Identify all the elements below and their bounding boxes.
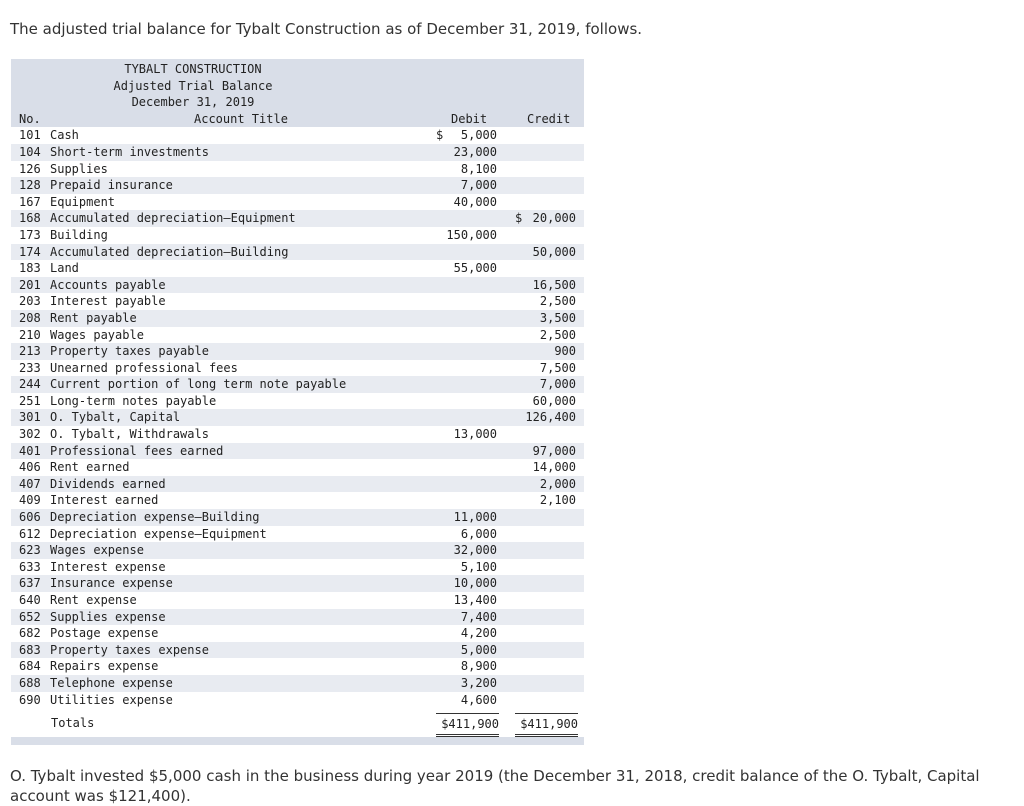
account-title: Utilities expense [50, 692, 173, 707]
account-number: 623 [19, 543, 41, 558]
table-row [11, 293, 584, 310]
account-number: 637 [19, 576, 41, 591]
account-title: O. Tybalt, Capital [50, 410, 181, 425]
debit-amount: 7,400 [460, 609, 497, 624]
account-title: Insurance expense [50, 576, 173, 591]
table-row [11, 343, 584, 360]
table-row [11, 327, 584, 344]
account-number: 407 [19, 476, 41, 491]
account-number: 633 [19, 559, 41, 574]
header-account-title: Account Title [194, 111, 288, 126]
account-number: 174 [19, 244, 41, 259]
trial-balance-table [11, 59, 584, 745]
table-row [11, 609, 584, 626]
account-number: 128 [19, 178, 41, 193]
debit-amount: 13,000 [453, 427, 497, 442]
account-title: O. Tybalt, Withdrawals [50, 427, 209, 442]
account-title: Interest expense [50, 559, 166, 574]
account-title: Accumulated depreciation—Building [50, 244, 289, 259]
table-row [11, 509, 584, 526]
table-row [11, 575, 584, 592]
account-title: Rent earned [50, 460, 130, 475]
company-name: TYBALT CONSTRUCTION [124, 62, 262, 76]
credit-amount: 2,000 [539, 476, 576, 491]
credit-amount: 60,000 [532, 393, 576, 408]
account-title: Cash [50, 128, 79, 143]
account-number: 684 [19, 659, 41, 674]
note-text: O. Tybalt invested $5,000 cash in the business during year 2019 (the December 31, 2018, credit balance of the O. Tybalt, Capital account was $121,400). [10, 767, 980, 805]
table-row [11, 177, 584, 194]
debit-amount: 13,400 [453, 593, 497, 607]
table-header [11, 59, 584, 127]
credit-amount: 50,000 [532, 244, 576, 259]
account-number: 244 [19, 377, 41, 392]
account-title: Supplies expense [50, 609, 166, 624]
account-title: Supplies [50, 161, 108, 176]
account-number: 401 [19, 443, 41, 458]
account-number: 612 [19, 526, 41, 541]
account-number: 690 [19, 692, 41, 707]
totals-debit: $411,900 [436, 713, 499, 737]
debit-dollar-sign: $ [436, 128, 444, 143]
table-row [11, 526, 584, 543]
account-title: Land [50, 261, 79, 276]
account-number: 233 [19, 360, 41, 375]
debit-amount: 32,000 [453, 543, 497, 558]
account-number: 251 [19, 393, 41, 408]
credit-amount: 900 [554, 344, 576, 359]
account-number: 213 [19, 344, 41, 359]
credit-amount: 16,500 [532, 277, 576, 292]
header-credit: Credit [527, 111, 571, 126]
account-number: 104 [19, 144, 41, 159]
debit-amount: 4,200 [460, 626, 497, 641]
credit-amount: 2,500 [539, 327, 576, 342]
credit-amount: 3,500 [539, 310, 576, 325]
account-title: Equipment [50, 194, 116, 209]
account-title: Prepaid insurance [50, 178, 173, 193]
credit-amount: 2,500 [539, 294, 576, 309]
account-number: 210 [19, 327, 41, 342]
totals-row [11, 711, 584, 735]
account-title: Rent payable [50, 310, 137, 325]
table-row [11, 476, 584, 493]
table-row [11, 559, 584, 576]
debit-amount: 3,200 [460, 675, 497, 690]
account-title: Short-term investments [50, 144, 209, 159]
table-row [11, 675, 584, 692]
account-title: Accounts payable [50, 277, 166, 292]
account-number: 208 [19, 310, 41, 325]
debit-amount: 5,100 [460, 559, 497, 574]
account-title: Building [50, 227, 108, 242]
account-title: Wages payable [50, 327, 144, 342]
credit-amount: 14,000 [532, 460, 576, 475]
table-row [11, 260, 584, 277]
credit-amount: 20,000 [532, 211, 576, 226]
account-number: 167 [19, 194, 41, 209]
account-number: 640 [19, 593, 41, 607]
account-title: Wages expense [50, 543, 144, 558]
table-row [11, 459, 584, 476]
account-number: 101 [19, 128, 41, 143]
account-number: 683 [19, 642, 41, 657]
table-row [11, 210, 584, 227]
table-body [11, 127, 584, 708]
table-row [11, 409, 584, 426]
account-number: 168 [19, 211, 41, 226]
account-number: 201 [19, 277, 41, 292]
account-title: Property taxes expense [50, 642, 209, 657]
account-title: Interest payable [50, 294, 166, 309]
account-number: 406 [19, 460, 41, 475]
account-title: Professional fees earned [50, 443, 224, 458]
table-row [11, 492, 584, 509]
table-row [11, 144, 584, 161]
account-number: 173 [19, 227, 41, 242]
debit-amount: 6,000 [460, 526, 497, 541]
account-title: Depreciation expense—Equipment [50, 526, 267, 541]
account-title: Dividends earned [50, 476, 166, 491]
account-title: Postage expense [50, 626, 159, 641]
totals-credit: $411,900 [515, 713, 578, 737]
table-footer-bar [11, 737, 584, 745]
debit-amount: 4,600 [460, 692, 497, 707]
debit-amount: 7,000 [460, 178, 497, 193]
credit-amount: 2,100 [539, 493, 576, 508]
credit-amount: 7,000 [539, 377, 576, 392]
account-number: 301 [19, 410, 41, 425]
credit-amount: 7,500 [539, 360, 576, 375]
account-number: 682 [19, 626, 41, 641]
debit-amount: 150,000 [446, 227, 497, 242]
debit-amount: 5,000 [460, 128, 497, 143]
account-title: Rent expense [50, 593, 137, 607]
credit-amount: 97,000 [532, 443, 576, 458]
debit-amount: 40,000 [453, 194, 497, 209]
table-row [11, 244, 584, 261]
debit-amount: 8,100 [460, 161, 497, 176]
table-row [11, 692, 584, 709]
header-debit: Debit [451, 111, 488, 126]
table-row [11, 443, 584, 460]
account-title: Interest earned [50, 493, 159, 508]
table-row [11, 277, 584, 294]
statement-date: December 31, 2019 [131, 95, 255, 110]
table-row [11, 360, 584, 377]
debit-amount: 8,900 [460, 659, 497, 674]
account-number: 183 [19, 261, 41, 276]
table-row [11, 625, 584, 642]
debit-amount: 23,000 [453, 144, 497, 159]
account-number: 652 [19, 609, 41, 624]
debit-amount: 55,000 [453, 261, 497, 276]
credit-amount: 126,400 [525, 410, 576, 425]
table-row [11, 127, 584, 144]
table-row [11, 658, 584, 675]
account-number: 203 [19, 294, 41, 309]
header-no: No. [19, 111, 41, 126]
debit-amount: 11,000 [453, 510, 497, 525]
table-row [11, 592, 584, 609]
account-title: Telephone expense [50, 675, 173, 690]
debit-amount: 10,000 [453, 576, 497, 591]
account-title: Property taxes payable [50, 344, 209, 359]
table-row [11, 393, 584, 410]
account-title: Unearned professional fees [50, 360, 238, 375]
account-number: 688 [19, 675, 41, 690]
account-number: 409 [19, 493, 41, 508]
table-row [11, 376, 584, 393]
credit-dollar-sign: $ [515, 211, 523, 226]
table-row [11, 310, 584, 327]
table-row [11, 161, 584, 178]
account-title: Accumulated depreciation—Equipment [50, 211, 296, 226]
account-title: Depreciation expense—Building [50, 510, 260, 525]
table-row [11, 227, 584, 244]
account-number: 126 [19, 161, 41, 176]
account-title: Current portion of long term note payable [50, 377, 347, 392]
statement-title: Adjusted Trial Balance [113, 78, 273, 93]
intro-text: The adjusted trial balance for Tybalt Construction as of December 31, 2019, follows. [10, 20, 643, 38]
account-title: Long-term notes payable [50, 393, 217, 408]
table-row [11, 542, 584, 559]
account-number: 606 [19, 510, 41, 525]
table-row [11, 426, 584, 443]
column-headers [11, 111, 584, 128]
account-title: Repairs expense [50, 659, 159, 674]
debit-amount: 5,000 [460, 642, 497, 657]
table-row [11, 642, 584, 659]
table-row [11, 194, 584, 211]
totals-label: Totals [51, 716, 95, 731]
account-number: 302 [19, 427, 41, 442]
